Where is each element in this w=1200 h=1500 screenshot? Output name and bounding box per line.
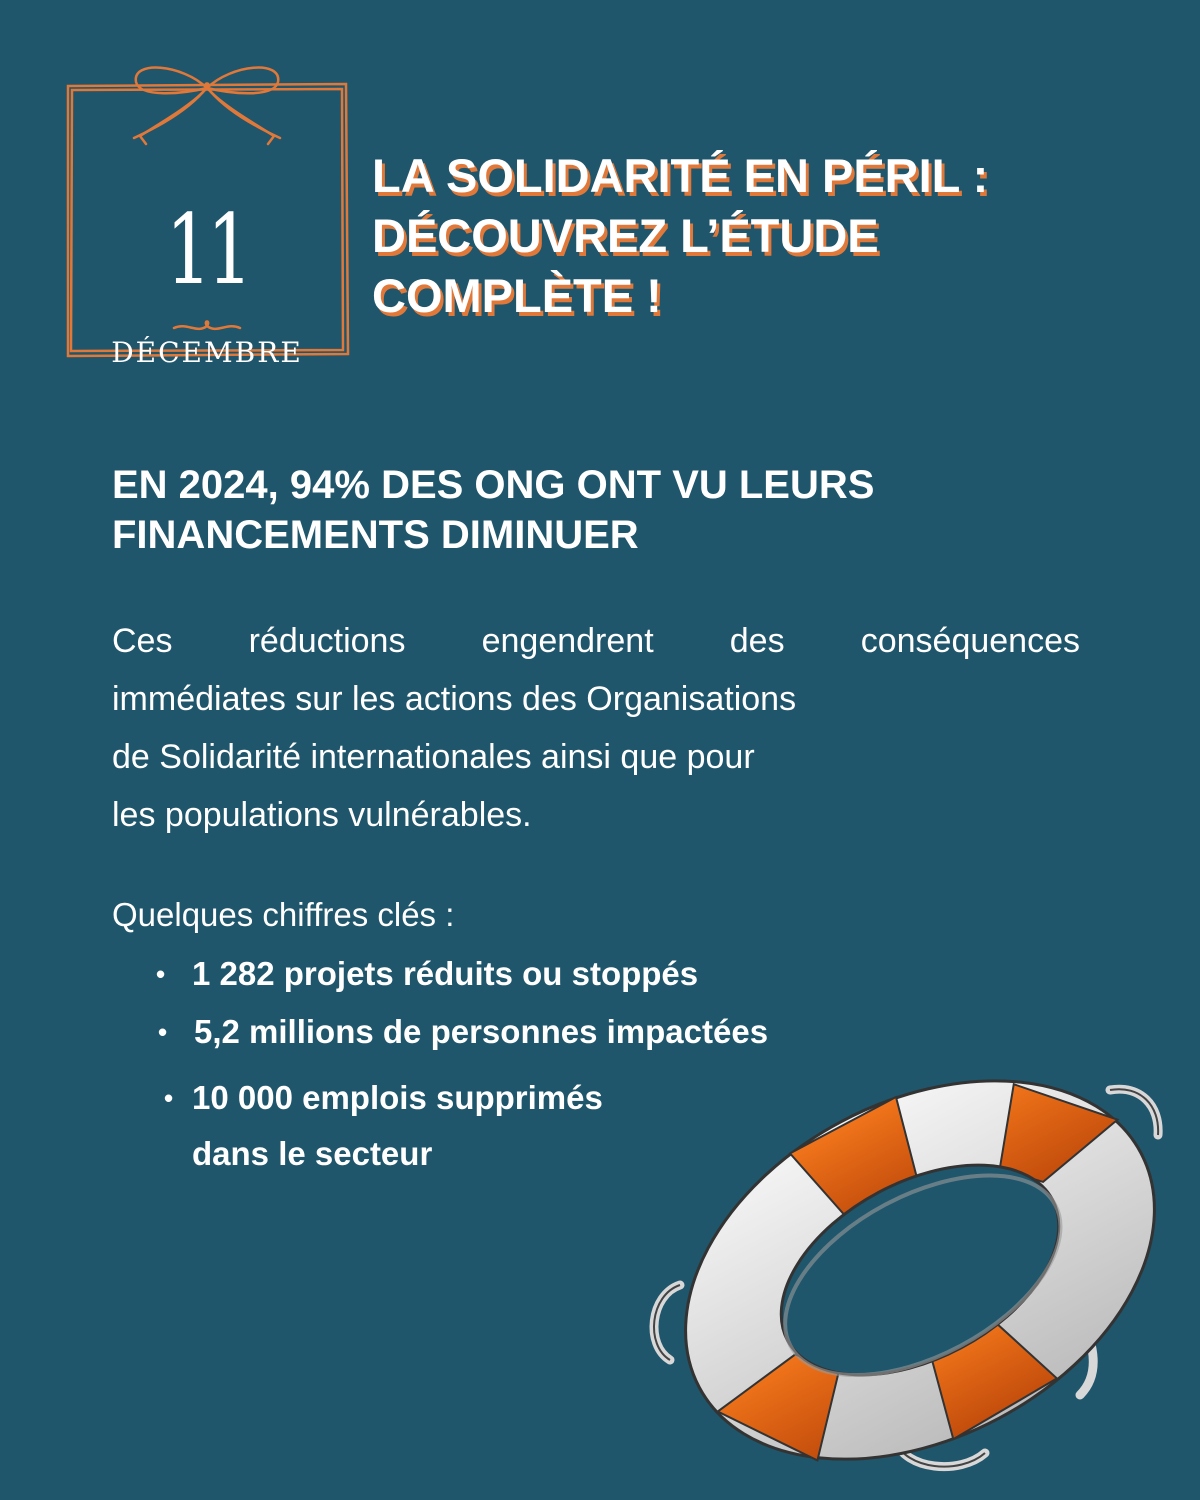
paragraph-line: de Solidarité internationales ainsi que pour (112, 738, 755, 776)
paragraph-line: immédiates sur les actions des Organisations (112, 680, 797, 718)
key-figure-text: 5,2 millions de personnes impactées (194, 1013, 769, 1050)
key-figure-text: dans le secteur (192, 1135, 433, 1172)
key-figures-intro: Quelques chiffres clés : (112, 896, 455, 933)
subheading (112, 460, 1112, 560)
key-figure-item (158, 1006, 769, 1058)
bullet-icon: • (158, 1017, 168, 1047)
paragraph-line: les populations vulnérables. (112, 796, 532, 834)
body-paragraph (112, 612, 1080, 844)
date-badge (62, 64, 352, 369)
date-day: 11 (165, 194, 249, 306)
bullet-icon: • (164, 1083, 174, 1113)
headline-line: DÉCOUVREZ L’ÉTUDE (372, 209, 879, 262)
bullet-icon: • (156, 959, 166, 989)
subheading-line: EN 2024, 94% DES ONG ONT VU LEURS (112, 463, 875, 507)
key-figure-text: 10 000 emplois supprimés (192, 1079, 603, 1116)
paragraph-line: Ces réductions engendrent des conséquences (112, 622, 1080, 660)
subheading-line: FINANCEMENTS DIMINUER (112, 513, 639, 557)
headline-line: COMPLÈTE ! (372, 269, 662, 322)
key-figure-text: 1 282 projets réduits ou stoppés (192, 955, 699, 992)
lifebuoy-illustration (640, 1055, 1185, 1490)
key-figure-item (164, 1072, 603, 1124)
key-figure-item (156, 948, 699, 1000)
date-month: DÉCEMBRE (111, 336, 303, 369)
headline-line: LA SOLIDARITÉ EN PÉRIL : (372, 149, 989, 202)
lifebuoy-icon (640, 1055, 1185, 1485)
headline (372, 146, 1172, 326)
key-figure-item-continued (192, 1128, 432, 1180)
